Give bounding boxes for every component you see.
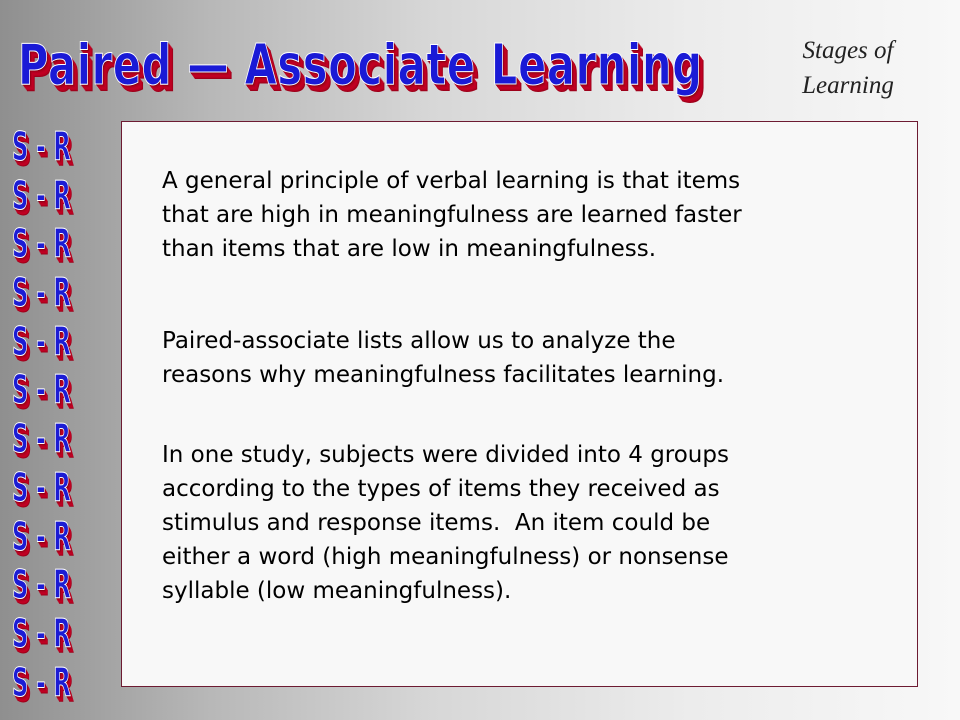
stages-of-learning-label — [778, 33, 918, 103]
s-r-label-8: S - R — [12, 465, 71, 511]
s-r-label-12: S - R — [12, 660, 71, 706]
s-r-label-11: S - R — [12, 611, 71, 657]
slide-title: Paired — Associate Learning — [18, 33, 703, 98]
content-panel — [121, 121, 918, 687]
s-r-label-6: S - R — [12, 368, 71, 414]
s-r-column — [12, 124, 107, 710]
principle-paragraph: A general principle of verbal learning is that items that are high in meaningfulness are learned faster than items that are low in meaningfulness. — [162, 168, 742, 262]
s-r-label-3: S - R — [12, 222, 71, 268]
s-r-label-9: S - R — [12, 514, 71, 560]
paired-associate-paragraph: Paired-associate lists allow us to analyze the reasons why meaningfulness facilitates learning. — [162, 328, 725, 388]
s-r-label-10: S - R — [12, 563, 71, 609]
s-r-label-4: S - R — [12, 271, 71, 317]
s-r-label-7: S - R — [12, 417, 71, 463]
s-r-label-5: S - R — [12, 319, 71, 365]
stages-of-learning-line-2: Learning — [802, 72, 894, 99]
stages-of-learning-line-1: Stages of — [802, 37, 894, 64]
s-r-label-1: S - R — [12, 125, 71, 170]
s-r-label-2: S - R — [12, 173, 71, 219]
study-paragraph: In one study, subjects were divided into 4 groups according to the types of items they received as stimulus and response items. An item could be either a word (high meaningfulness) or nonsense syllable (low meaningfulness). — [162, 442, 729, 604]
